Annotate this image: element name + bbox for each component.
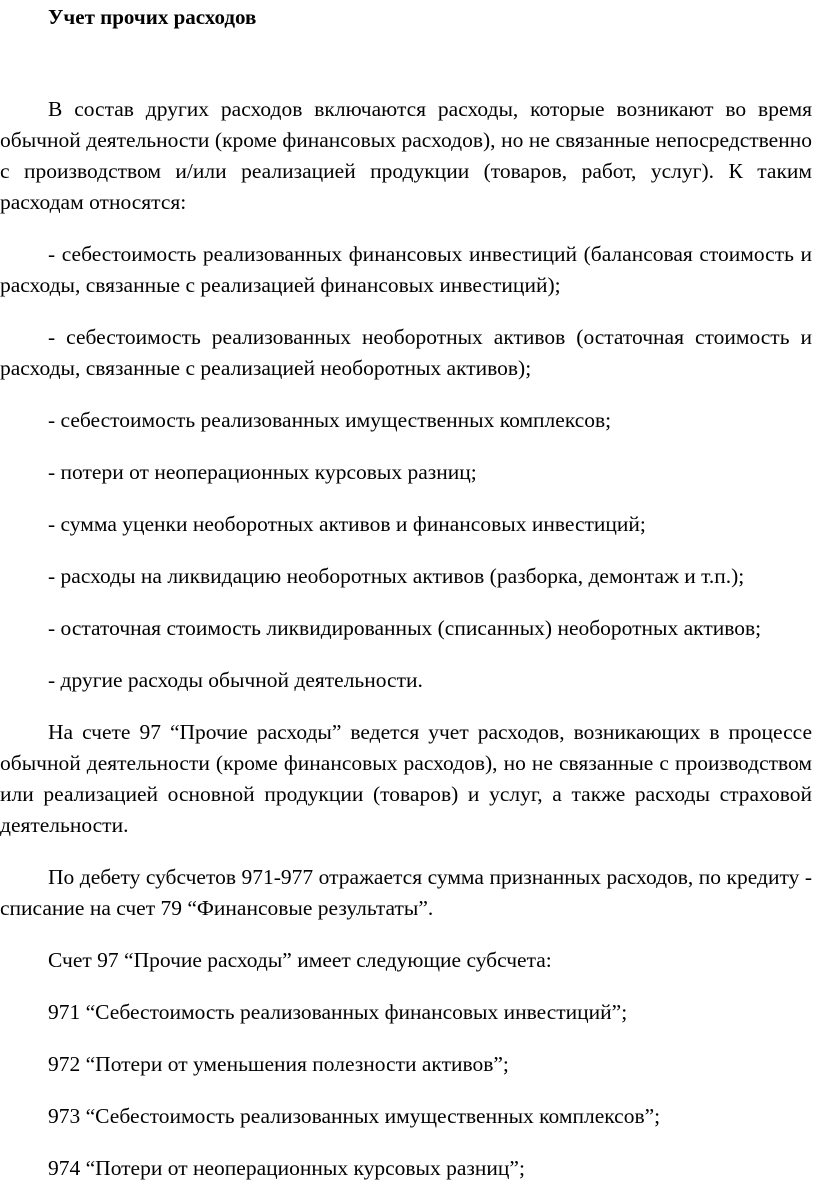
list-item: - другие расходы обычной деятельности. bbox=[48, 668, 423, 692]
list-item: - расходы на ликвидацию необоротных активов (разборка, демонтаж и т.п.); bbox=[48, 564, 745, 588]
paragraph: Счет 97 “Прочие расходы” имеет следующие субсчета: bbox=[48, 948, 552, 972]
list-item: - себестоимость реализованных имущественных комплексов; bbox=[48, 408, 612, 432]
paragraph: По дебету субсчетов 971-977 отражается сумма признанных расходов, по кредиту - списание на счет 79 “Финансовые результаты”. bbox=[0, 865, 812, 920]
list-item: - потери от неоперационных курсовых разниц; bbox=[48, 460, 477, 484]
document-title: Учет прочих расходов bbox=[48, 5, 257, 29]
subaccount-item: 973 “Себестоимость реализованных имущественных комплексов”; bbox=[48, 1104, 661, 1128]
subaccount-item: 972 “Потери от уменьшения полезности активов”; bbox=[48, 1052, 509, 1076]
document-body bbox=[0, 94, 812, 1184]
subaccount-item: 971 “Себестоимость реализованных финансовых инвестиций”; bbox=[48, 1000, 628, 1024]
list-item: - сумма уценки необоротных активов и финансовых инвестиций; bbox=[48, 512, 646, 536]
list-item: - себестоимость реализованных финансовых инвестиций (балансовая стоимость и расходы, связанные с реализацией финансовых инвестиций); bbox=[0, 242, 812, 297]
list-item: - остаточная стоимость ликвидированных (списанных) необоротных активов; bbox=[48, 616, 762, 640]
list-item: - себестоимость реализованных необоротных активов (остаточная стоимость и расходы, связанные с реализацией необоротных активов); bbox=[0, 325, 812, 380]
paragraph: В состав других расходов включаются расходы, которые возникают во время обычной деятельности (кроме финансовых расходов), но не связанные непосредственно с производством и/или реализацией продукции (товаров, работ, услуг). К таким расходам относятся: bbox=[0, 97, 812, 214]
subaccount-item: 974 “Потери от неоперационных курсовых разниц”; bbox=[48, 1156, 525, 1180]
paragraph: На счете 97 “Прочие расходы” ведется учет расходов, возникающих в процессе обычной деятельности (кроме финансовых расходов), но не связанные с производством или реализацией основной продукции (товаров) и услуг, а также расходы страховой деятельности. bbox=[0, 720, 812, 837]
